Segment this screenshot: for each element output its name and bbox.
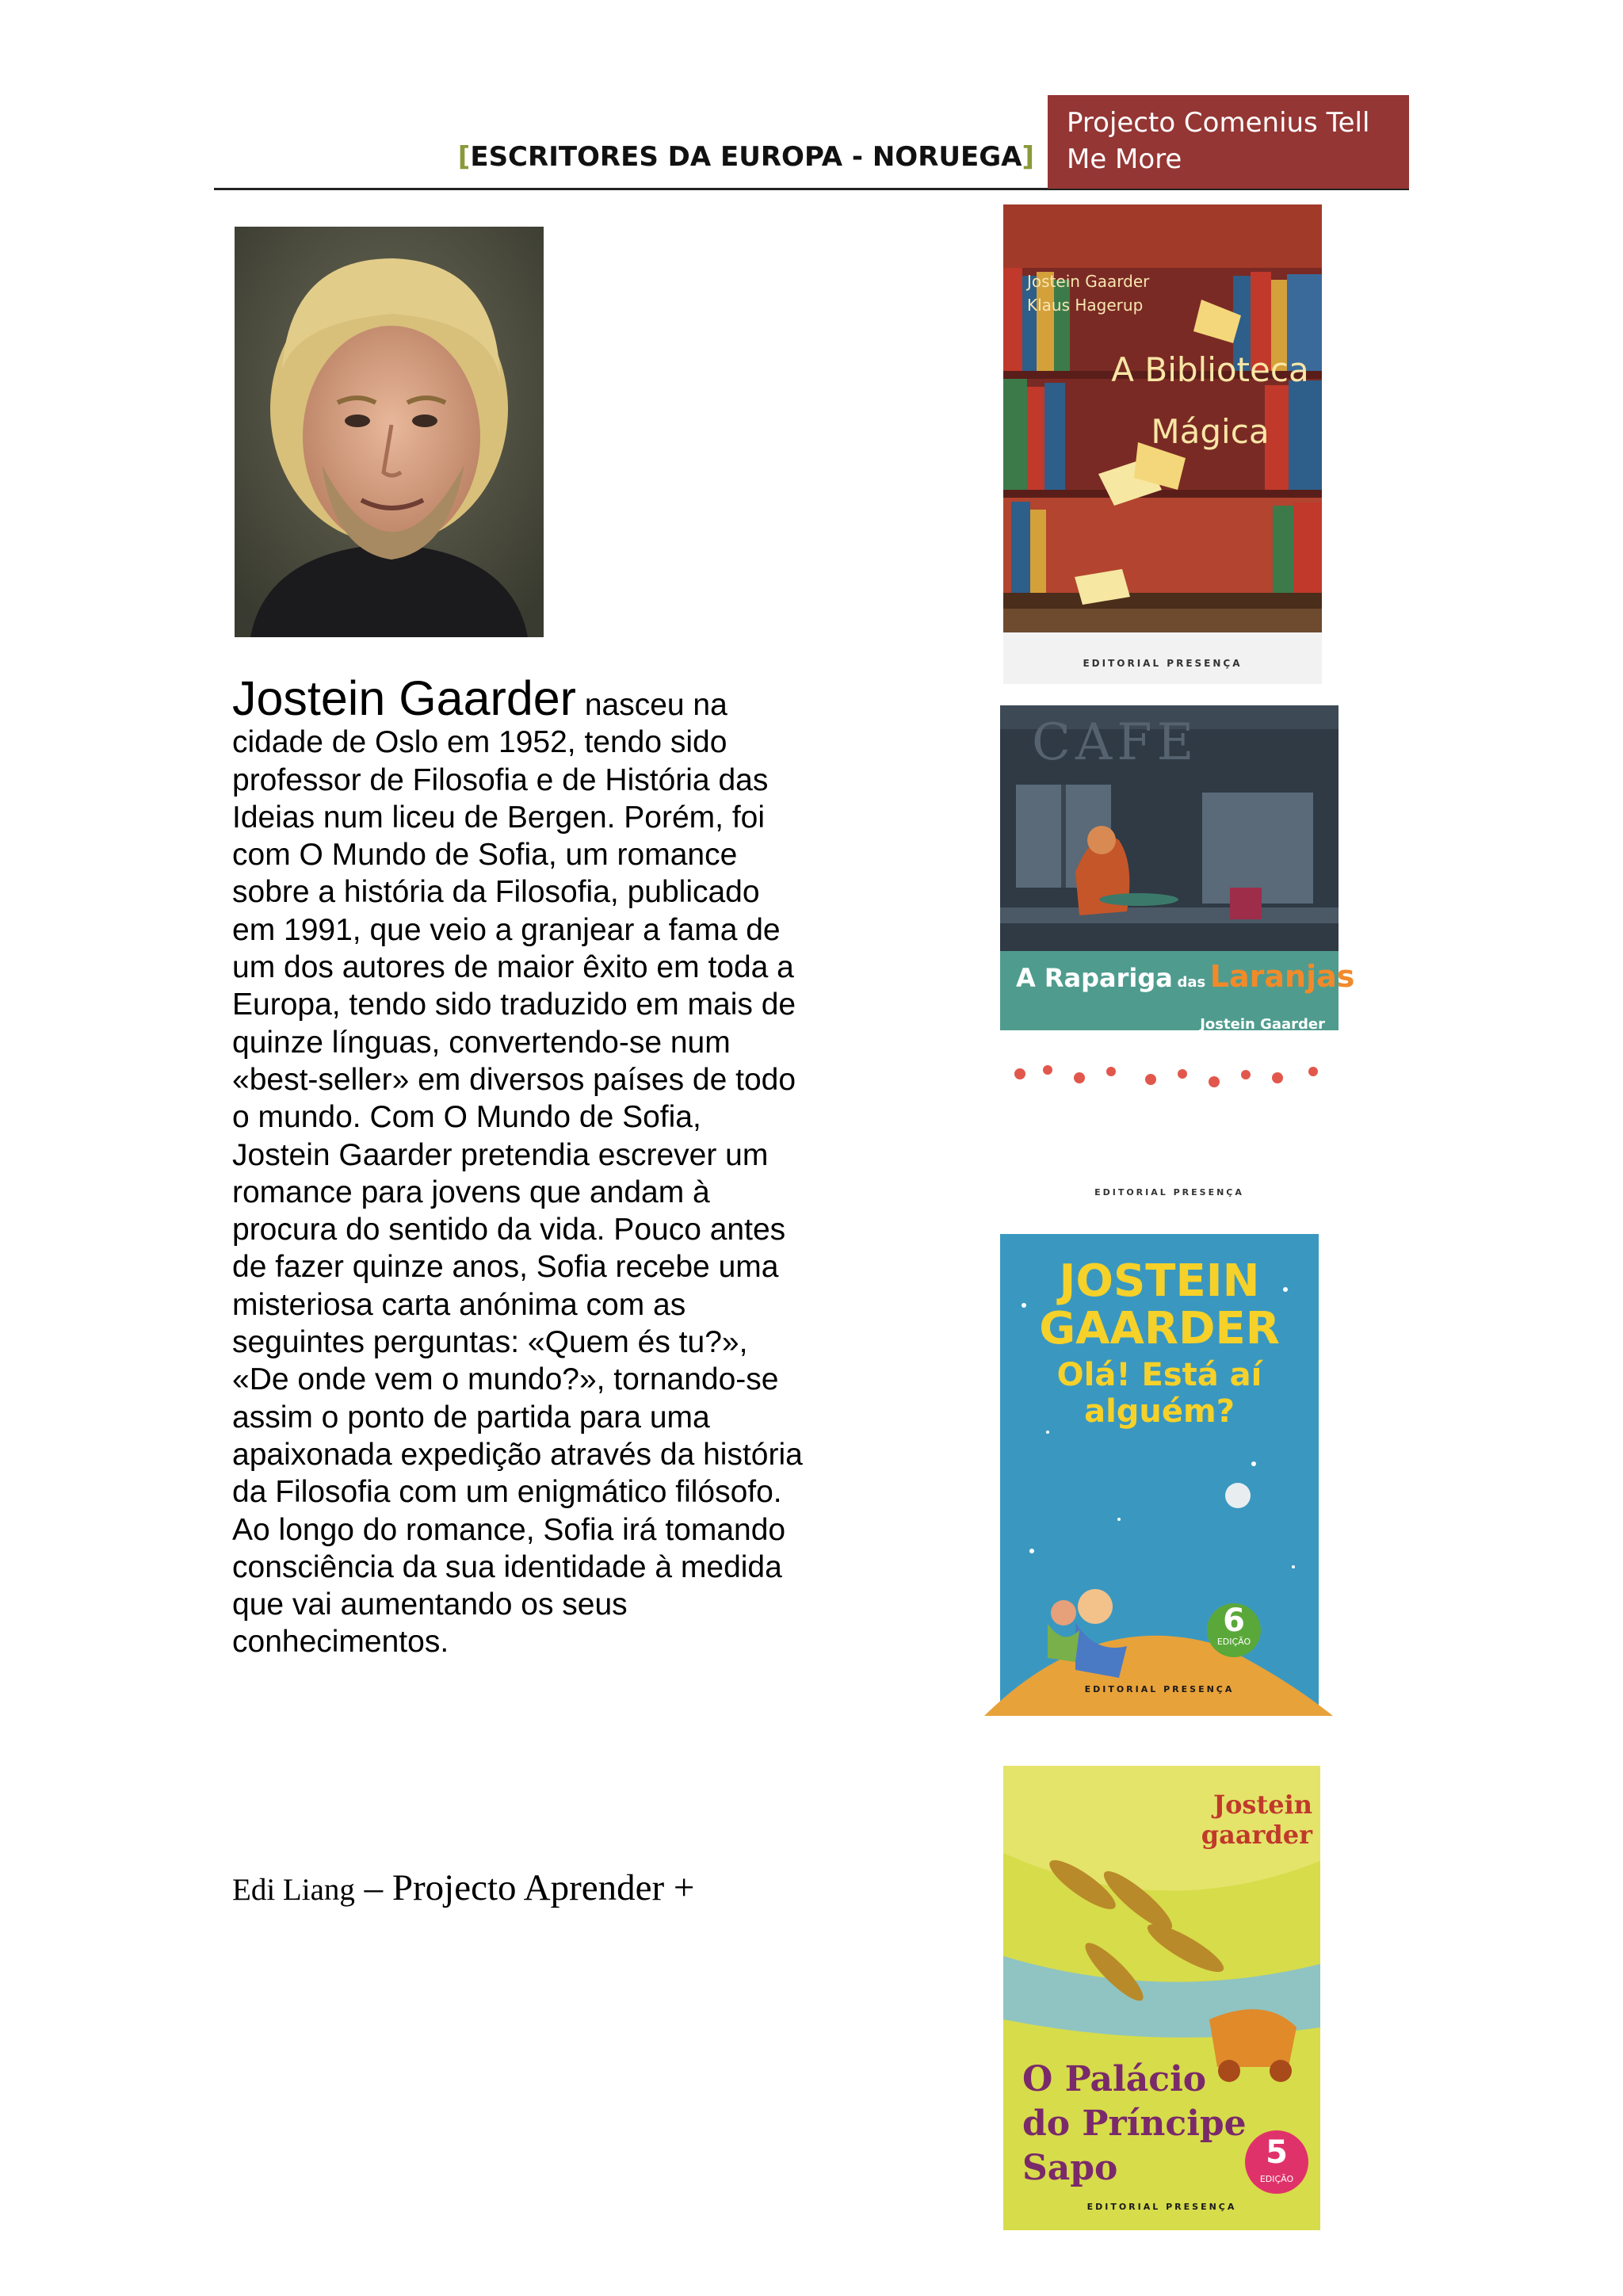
book4-title-line2: do Príncipe [1022,2103,1247,2144]
book1-author-2: Klaus Hagerup [1027,296,1144,315]
book4-edition-number: 5 [1266,2134,1288,2171]
author-portrait [235,227,544,637]
header-bracket-open: [ [457,141,471,173]
book1-author-1: Jostein Gaarder [1027,272,1150,291]
author-name: Jostein Gaarder [232,671,576,725]
book2-title-b: Laranjas [1209,959,1355,994]
project-label-box: Projecto Comenius Tell Me More [1048,95,1409,189]
book3-author [1000,1255,1319,1354]
biography-text: nasceu na cidade de Oslo em 1952, tendo sido professor de Filosofia e de História das Ideias num liceu de Bergen. Porém, foi com O Mundo de Sofia, um romance sobre a história da Filosofia, publicado em 1991, que veio a granjear a fama de um dos autores de maior êxito em toda a Europa, tendo sido traduzido em mais de quinze línguas, convertendo-se num «best-seller» em diversos países de todo o mundo. Com O Mundo de Sofia, Jostein Gaarder pretendia escrever um romance para jovens que andam à procura do sentido da vida. Pouco antes de fazer quinze anos, Sofia recebe uma misteriosa carta anónima com as seguintes perguntas: «Quem és tu?», «De onde vem o mundo?», tornando-se assim o ponto de partida para uma apaixonada expedição através da história da Filosofia com um enigmático filósofo. Ao longo do romance, Sofia irá tomando consciência da sua identidade à medida que vai aumentando os seus conhecimentos. [232,688,803,1660]
book4-author [1162,1790,1312,1850]
signature-line [232,1866,694,1909]
book4-edition [1245,2130,1308,2194]
book2-title [1016,959,1355,994]
book-cover-rapariga-das-laranjas [1000,705,1355,1217]
book2-publisher: EDITORIAL PRESENÇA [1094,1187,1244,1198]
book1-title-line1: A Biblioteca [1111,350,1309,389]
book3-edition-number: 6 [1223,1603,1245,1639]
header-title-text: ESCRITORES DA EUROPA - NORUEGA [470,141,1022,173]
book3-author-line1: JOSTEIN [1059,1255,1260,1307]
book3-title-line1: Olá! Está aí [1056,1357,1262,1393]
book2-title-das: das [1177,974,1206,991]
header-bracket-close: ] [1022,141,1034,173]
book3-publisher: EDITORIAL PRESENÇA [1084,1684,1235,1694]
document-header-title [444,141,1034,173]
book1-publisher: EDITORIAL PRESENÇA [1083,658,1243,669]
book-cover-palacio-do-principe-sapo [1003,1766,1320,2230]
book3-title-line2: alguém? [1084,1393,1235,1430]
book1-title-line2: Mágica [1151,412,1270,451]
book-cover-ola-esta-ai-alguem [1000,1234,1319,1716]
book4-title-line3: Sapo [1022,2148,1118,2188]
book1-title [1106,339,1314,463]
signature-author: Edi Liang [232,1873,355,1907]
signature-project: – Projecto Aprender + [354,1867,695,1908]
author-biography [232,671,803,1661]
book3-title [1000,1357,1319,1430]
book2-author: Jostein Gaarder [1200,1016,1325,1033]
book3-author-line2: GAARDER [1039,1303,1280,1354]
book1-authors [1027,269,1149,317]
book4-title-line1: O Palácio [1022,2059,1207,2099]
book4-publisher: EDITORIAL PRESENÇA [1086,2202,1237,2212]
book-cover-biblioteca-magica [1003,204,1322,684]
book2-sign: CAFE [1032,713,1199,772]
book3-edition [1208,1605,1260,1647]
book4-edition-label: EDIÇÃO [1259,2174,1294,2184]
book3-edition-label: EDIÇÃO [1216,1637,1251,1647]
book4-author-line2: gaarder [1201,1820,1312,1850]
book4-author-line1: Jostein [1212,1790,1312,1820]
book2-title-a: A Rapariga [1016,963,1173,993]
